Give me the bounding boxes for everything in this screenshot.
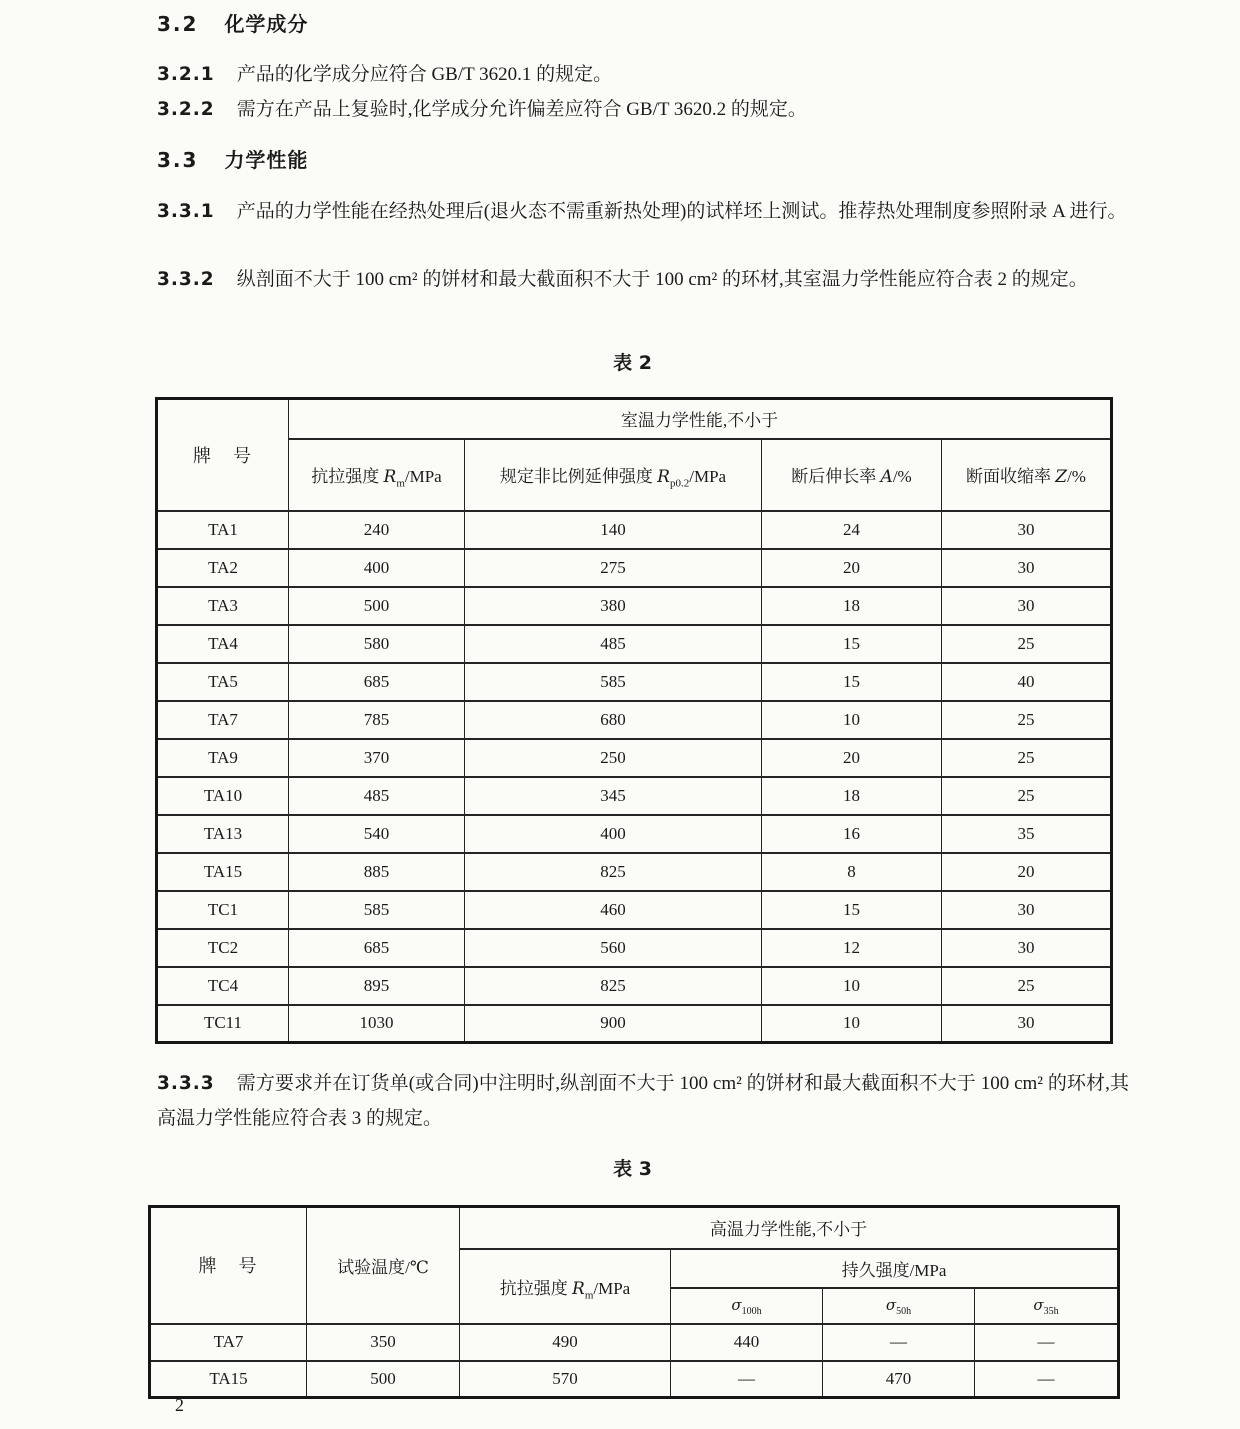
sigma-35h-cell: — [975,1361,1119,1398]
proof-strength-cell: 275 [465,549,762,587]
section-title: 力学性能 [224,148,309,172]
table2-header-elongation [762,439,942,511]
section-heading-3-2 [157,8,308,37]
tensile-strength-cell: 885 [289,853,465,891]
table-row [157,891,1112,929]
tensile-strength-cell: 785 [289,701,465,739]
proof-strength-cell: 900 [465,1005,762,1043]
paragraph-3-3-2 [157,262,1129,297]
section-title: 化学成分 [224,12,309,36]
subscript: p0.2 [669,477,690,490]
section-heading-3-3 [157,144,308,173]
elongation-cell: 20 [762,549,942,587]
subscript: m [584,1288,594,1301]
table3-header-grade: 牌 号 [150,1207,307,1324]
reduction-cell: 30 [942,891,1112,929]
proof-strength-cell: 380 [465,587,762,625]
table3-body [150,1324,1119,1398]
elongation-cell: 10 [762,1005,942,1043]
table2-header-grade: 牌 号 [157,399,289,511]
tensile-strength-cell: 1030 [289,1005,465,1043]
reduction-cell: 30 [942,549,1112,587]
table-row [157,929,1112,967]
reduction-cell: 30 [942,1005,1112,1043]
tensile-strength-cell: 580 [289,625,465,663]
clause-text: 需方要求并在订货单(或合同)中注明时,纵剖面不大于 100 cm² 的饼材和最大截面积不大于 100 cm² 的环材,其高温力学性能应符合表 3 的规定。 [157,1073,1129,1129]
symbol-sigma: σ [731,1296,742,1314]
table-row [157,815,1112,853]
header-unit: /% [1067,467,1086,486]
reduction-cell: 25 [942,777,1112,815]
table-row [150,1361,1119,1398]
table-row [157,1005,1112,1043]
clause-number: 3.2.2 [157,99,215,120]
sigma-35h-cell: — [975,1324,1119,1361]
table3-header-sigma-100h [671,1288,823,1324]
clause-number: 3.2.1 [157,64,215,85]
tensile-strength-cell: 895 [289,967,465,1005]
clause-text: 产品的化学成分应符合 GB/T 3620.1 的规定。 [236,64,613,85]
proof-strength-cell: 140 [465,511,762,549]
section-number: 3.2 [157,12,199,36]
table2-body [157,511,1112,1043]
symbol-Z: Z [1055,467,1068,487]
table3-header-sigma-35h [975,1288,1119,1324]
elongation-cell: 10 [762,967,942,1005]
clause-text: 需方在产品上复验时,化学成分允许偏差应符合 GB/T 3620.2 的规定。 [236,99,807,120]
grade-cell: TA15 [150,1361,307,1398]
reduction-cell: 40 [942,663,1112,701]
grade-cell: TC4 [157,967,289,1005]
subscript: 35h [1043,1306,1059,1317]
grade-cell: TA13 [157,815,289,853]
proof-strength-cell: 460 [465,891,762,929]
table2-caption: 表 2 [613,352,652,374]
table-row [150,1324,1119,1361]
symbol-R: R [572,1278,585,1299]
proof-strength-cell: 345 [465,777,762,815]
clause-number: 3.3.1 [157,201,215,222]
clause-number: 3.3.2 [157,269,215,290]
test-temperature-cell: 350 [307,1324,460,1361]
test-temperature-cell: 500 [307,1361,460,1398]
proof-strength-cell: 485 [465,625,762,663]
tensile-strength-cell: 685 [289,929,465,967]
table-row [157,701,1112,739]
tensile-strength-cell: 540 [289,815,465,853]
table3-header-endurance-strength: 持久强度/MPa [671,1249,1119,1288]
grade-cell: TA10 [157,777,289,815]
table-row [157,777,1112,815]
elongation-cell: 18 [762,587,942,625]
grade-cell: TC1 [157,891,289,929]
tensile-strength-cell: 585 [289,891,465,929]
header-unit: /MPa [689,467,727,486]
subscript: m [396,477,405,490]
elongation-cell: 15 [762,891,942,929]
elongation-cell: 10 [762,701,942,739]
page-number: 2 [175,1395,184,1415]
subscript: 100h [741,1306,762,1317]
elongation-cell: 15 [762,625,942,663]
header-unit: /MPa [593,1278,631,1298]
proof-strength-cell: 825 [465,967,762,1005]
sigma-50h-cell: 470 [823,1361,975,1398]
reduction-cell: 25 [942,739,1112,777]
symbol-sigma: σ [885,1296,897,1314]
reduction-cell: 25 [942,967,1112,1005]
symbol-R: R [383,467,397,487]
tensile-strength-cell: 685 [289,663,465,701]
tensile-strength-cell: 370 [289,739,465,777]
tensile-strength-cell: 400 [289,549,465,587]
tensile-strength-cell: 240 [289,511,465,549]
paragraph-3-2-1 [157,57,1129,92]
header-label: 断面收缩率 [966,467,1056,486]
tensile-strength-cell: 490 [460,1324,671,1361]
proof-strength-cell: 680 [465,701,762,739]
header-label: 断后伸长率 [791,467,881,486]
reduction-cell: 25 [942,701,1112,739]
table-row [157,625,1112,663]
grade-cell: TA5 [157,663,289,701]
grade-cell: TA3 [157,587,289,625]
table-row [157,967,1112,1005]
table3-caption: 表 3 [613,1158,652,1180]
symbol-R: R [657,467,670,487]
header-unit: /% [892,467,912,486]
elongation-cell: 15 [762,663,942,701]
table-row [157,739,1112,777]
grade-cell: TA2 [157,549,289,587]
table3-header-tensile-strength [460,1249,671,1324]
reduction-cell: 20 [942,853,1112,891]
grade-cell: TA1 [157,511,289,549]
table2-header-reduction-of-area [942,439,1112,511]
grade-cell: TC11 [157,1005,289,1043]
reduction-cell: 30 [942,587,1112,625]
clause-text: 纵剖面不大于 100 cm² 的饼材和最大截面积不大于 100 cm² 的环材,其室温力学性能应符合表 2 的规定。 [236,269,1088,290]
table-row [157,587,1112,625]
tensile-strength-cell: 500 [289,587,465,625]
reduction-cell: 35 [942,815,1112,853]
elongation-cell: 16 [762,815,942,853]
header-label: 抗拉强度 [311,467,384,486]
table3-high-temperature-properties [148,1205,1120,1399]
elongation-cell: 12 [762,929,942,967]
reduction-cell: 25 [942,625,1112,663]
section-number: 3.3 [157,148,199,172]
elongation-cell: 24 [762,511,942,549]
proof-strength-cell: 400 [465,815,762,853]
header-label: 抗拉强度 [499,1278,573,1298]
grade-cell: TA7 [150,1324,307,1361]
header-label: 规定非比例延伸强度 [499,467,658,486]
reduction-cell: 30 [942,929,1112,967]
table-row [157,511,1112,549]
subscript: 50h [896,1306,912,1317]
table3-header-test-temperature: 试验温度/℃ [307,1207,460,1324]
elongation-cell: 20 [762,739,942,777]
header-unit: /MPa [404,467,442,486]
clause-number: 3.3.3 [157,1073,215,1094]
symbol-sigma: σ [1033,1296,1044,1314]
clause-text: 产品的力学性能在经热处理后(退火态不需重新热处理)的试样坯上测试。推荐热处理制度参照附录 A 进行。 [236,201,1127,222]
sigma-50h-cell: — [823,1324,975,1361]
table-row [157,853,1112,891]
proof-strength-cell: 585 [465,663,762,701]
reduction-cell: 30 [942,511,1112,549]
table-row [157,663,1112,701]
table3-header-sigma-50h [823,1288,975,1324]
table2-header-proof-strength [465,439,762,511]
table2-header-group: 室温力学性能,不小于 [289,399,1112,439]
proof-strength-cell: 825 [465,853,762,891]
paragraph-3-2-2 [157,92,1129,127]
symbol-A: A [880,467,893,487]
sigma-100h-cell: 440 [671,1324,823,1361]
paragraph-3-3-3 [157,1066,1129,1136]
sigma-100h-cell: — [671,1361,823,1398]
grade-cell: TA15 [157,853,289,891]
proof-strength-cell: 560 [465,929,762,967]
elongation-cell: 18 [762,777,942,815]
grade-cell: TC2 [157,929,289,967]
proof-strength-cell: 250 [465,739,762,777]
table-row [157,549,1112,587]
table2-room-temperature-properties [155,397,1113,1044]
table2-header-tensile-strength [289,439,465,511]
grade-cell: TA4 [157,625,289,663]
table3-header-group: 高温力学性能,不小于 [460,1207,1119,1249]
paragraph-3-3-1 [157,194,1129,229]
grade-cell: TA9 [157,739,289,777]
tensile-strength-cell: 485 [289,777,465,815]
elongation-cell: 8 [762,853,942,891]
tensile-strength-cell: 570 [460,1361,671,1398]
grade-cell: TA7 [157,701,289,739]
